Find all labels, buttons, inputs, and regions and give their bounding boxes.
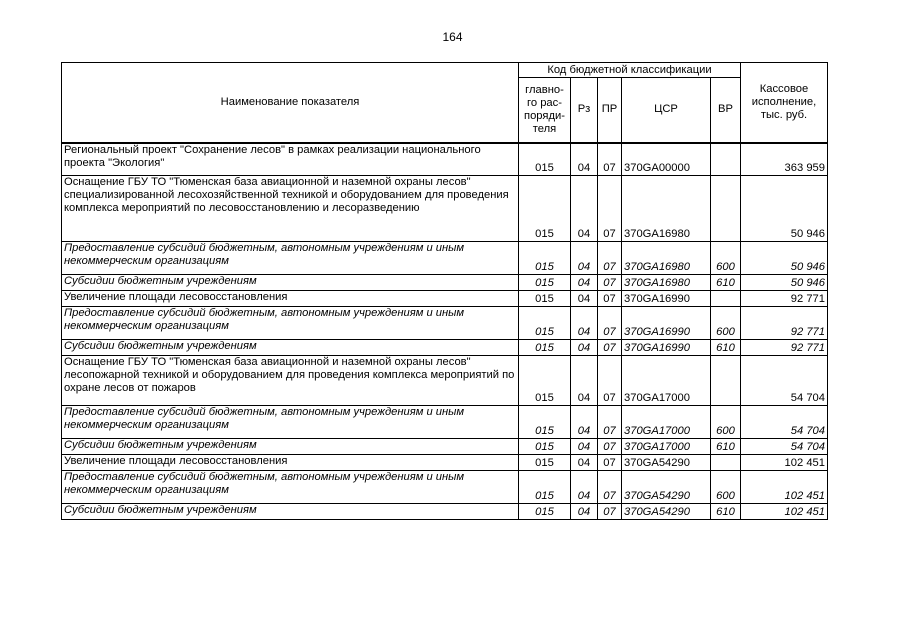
cash-execution-cell: 54 704 (741, 406, 828, 439)
table-row (62, 455, 828, 471)
vr-cell: 610 (711, 439, 741, 455)
main-manager-cell: 015 (519, 307, 571, 340)
table-row (62, 471, 828, 504)
header-csr: ЦСР (622, 78, 711, 143)
vr-cell: 610 (711, 504, 741, 520)
table-row (62, 504, 828, 520)
rz-cell: 04 (571, 340, 598, 356)
header-vr: ВР (711, 78, 741, 143)
rz-cell: 04 (571, 455, 598, 471)
table-row (62, 242, 828, 275)
cash-execution-cell: 50 946 (741, 176, 828, 242)
rz-cell: 04 (571, 307, 598, 340)
csr-cell: 370GA16980 (622, 242, 711, 275)
vr-cell: 600 (711, 307, 741, 340)
csr-cell: 370GA54290 (622, 504, 711, 520)
rz-cell: 04 (571, 275, 598, 291)
pr-cell: 07 (598, 242, 622, 275)
cash-execution-cell: 54 704 (741, 439, 828, 455)
table-row (62, 356, 828, 406)
vr-cell: 600 (711, 406, 741, 439)
indicator-name-cell: Субсидии бюджетным учреждениям (62, 275, 519, 291)
pr-cell: 07 (598, 275, 622, 291)
vr-cell: 610 (711, 340, 741, 356)
table-row (62, 406, 828, 439)
pr-cell: 07 (598, 439, 622, 455)
cash-execution-cell: 92 771 (741, 340, 828, 356)
pr-cell: 07 (598, 455, 622, 471)
vr-cell (711, 291, 741, 307)
cash-execution-cell: 92 771 (741, 291, 828, 307)
cash-execution-cell: 50 946 (741, 242, 828, 275)
csr-cell: 370GA16980 (622, 176, 711, 242)
cash-execution-cell: 92 771 (741, 307, 828, 340)
table-header (62, 63, 828, 143)
indicator-name-cell: Субсидии бюджетным учреждениям (62, 504, 519, 520)
vr-cell: 610 (711, 275, 741, 291)
csr-cell: 370GA54290 (622, 455, 711, 471)
cash-execution-cell: 50 946 (741, 275, 828, 291)
pr-cell: 07 (598, 406, 622, 439)
csr-cell: 370GA17000 (622, 406, 711, 439)
main-manager-cell: 015 (519, 176, 571, 242)
main-manager-cell: 015 (519, 471, 571, 504)
cash-execution-cell: 102 451 (741, 455, 828, 471)
vr-cell (711, 176, 741, 242)
csr-cell: 370GA16990 (622, 291, 711, 307)
header-rz: Рз (571, 78, 598, 143)
csr-cell: 370GA17000 (622, 439, 711, 455)
indicator-name-cell: Оснащение ГБУ ТО "Тюменская база авиационной и наземной охраны лесов" лесопожарной техникой и оборудованием для проведения комплекса мероприятий по охране лесов от пожаров (62, 356, 519, 406)
table-row (62, 340, 828, 356)
indicator-name-cell: Предоставление субсидий бюджетным, автономным учреждениям и иным некоммерческим организациям (62, 471, 519, 504)
indicator-name-cell: Увеличение площади лесовосстановления (62, 291, 519, 307)
header-name-column: Наименование показателя (62, 63, 519, 143)
main-manager-cell: 015 (519, 340, 571, 356)
indicator-name-cell: Субсидии бюджетным учреждениям (62, 340, 519, 356)
csr-cell: 370GA16980 (622, 275, 711, 291)
indicator-name-cell: Увеличение площади лесовосстановления (62, 455, 519, 471)
table-row (62, 439, 828, 455)
indicator-name-cell: Субсидии бюджетным учреждениям (62, 439, 519, 455)
main-manager-cell: 015 (519, 406, 571, 439)
rz-cell: 04 (571, 176, 598, 242)
main-manager-cell: 015 (519, 275, 571, 291)
table-row (62, 143, 828, 176)
indicator-name-cell: Оснащение ГБУ ТО "Тюменская база авиационной и наземной охраны лесов" специализированной лесохозяйственной техникой и оборудованием для проведения комплекса мероприятий по лесовосстановлению и лесоразведению (62, 176, 519, 242)
pr-cell: 07 (598, 356, 622, 406)
rz-cell: 04 (571, 471, 598, 504)
csr-cell: 370GA54290 (622, 471, 711, 504)
rz-cell: 04 (571, 439, 598, 455)
rz-cell: 04 (571, 291, 598, 307)
vr-cell: 600 (711, 242, 741, 275)
header-budget-classification-code: Код бюджетной классификации (519, 63, 741, 78)
csr-cell: 370GA00000 (622, 143, 711, 176)
indicator-name-cell: Региональный проект "Сохранение лесов" в рамках реализации национального проекта "Экология" (62, 143, 519, 176)
main-manager-cell: 015 (519, 439, 571, 455)
pr-cell: 07 (598, 471, 622, 504)
csr-cell: 370GA17000 (622, 356, 711, 406)
rz-cell: 04 (571, 242, 598, 275)
pr-cell: 07 (598, 291, 622, 307)
budget-execution-table (61, 62, 828, 520)
pr-cell: 07 (598, 143, 622, 176)
rz-cell: 04 (571, 143, 598, 176)
table-row (62, 176, 828, 242)
main-manager-cell: 015 (519, 504, 571, 520)
table-row (62, 307, 828, 340)
cash-execution-cell: 102 451 (741, 471, 828, 504)
table-row (62, 291, 828, 307)
rz-cell: 04 (571, 356, 598, 406)
rz-cell: 04 (571, 504, 598, 520)
pr-cell: 07 (598, 504, 622, 520)
csr-cell: 370GA16990 (622, 340, 711, 356)
indicator-name-cell: Предоставление субсидий бюджетным, автономным учреждениям и иным некоммерческим организациям (62, 242, 519, 275)
main-manager-cell: 015 (519, 455, 571, 471)
pr-cell: 07 (598, 307, 622, 340)
table-row (62, 275, 828, 291)
vr-cell (711, 455, 741, 471)
main-manager-cell: 015 (519, 291, 571, 307)
rz-cell: 04 (571, 406, 598, 439)
header-cash-execution: Кассовое исполнение, тыс. руб. (741, 63, 828, 143)
indicator-name-cell: Предоставление субсидий бюджетным, автономным учреждениям и иным некоммерческим организациям (62, 406, 519, 439)
header-main-manager: главно-го рас-поряди-теля (519, 78, 571, 143)
header-pr: ПР (598, 78, 622, 143)
indicator-name-cell: Предоставление субсидий бюджетным, автономным учреждениям и иным некоммерческим организациям (62, 307, 519, 340)
page-number: 164 (442, 30, 463, 44)
cash-execution-cell: 363 959 (741, 143, 828, 176)
vr-cell: 600 (711, 471, 741, 504)
pr-cell: 07 (598, 340, 622, 356)
vr-cell (711, 143, 741, 176)
pr-cell: 07 (598, 176, 622, 242)
main-manager-cell: 015 (519, 143, 571, 176)
main-manager-cell: 015 (519, 356, 571, 406)
main-manager-cell: 015 (519, 242, 571, 275)
csr-cell: 370GA16990 (622, 307, 711, 340)
cash-execution-cell: 54 704 (741, 356, 828, 406)
table-body (62, 143, 828, 520)
cash-execution-cell: 102 451 (741, 504, 828, 520)
vr-cell (711, 356, 741, 406)
